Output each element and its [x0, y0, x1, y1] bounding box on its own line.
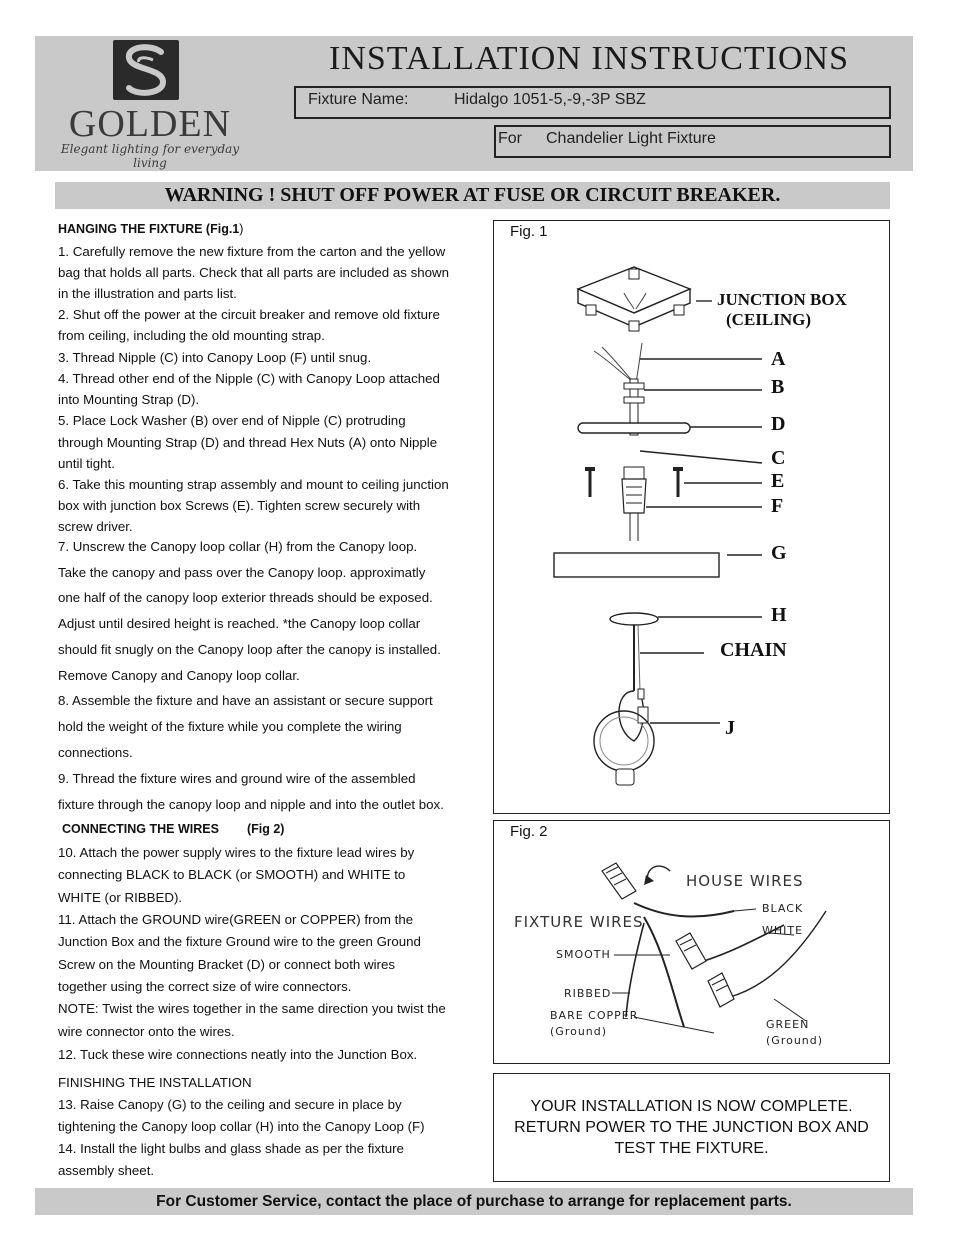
customer-service-footer: For Customer Service, contact the place of purchase to arrange for replacement parts. — [35, 1188, 913, 1215]
instruction-line: 11. Attach the GROUND wire(GREEN or COPPER) from the — [58, 912, 414, 927]
black-wire-label: BLACK — [762, 902, 804, 915]
part-j-label: J — [725, 717, 735, 739]
instruction-line: 13. Raise Canopy (G) to the ceiling and secure in place by — [58, 1097, 402, 1112]
instruction-line: into Mounting Strap (D). — [58, 392, 200, 407]
bare-copper-ground-label: (Ground) — [550, 1025, 608, 1038]
wires-heading: CONNECTING THE WIRES (Fig 2) — [62, 822, 285, 836]
instruction-line: Remove Canopy and Canopy loop collar. — [58, 668, 300, 683]
instruction-line: box with junction box Screws (E). Tighten screw securely with — [58, 498, 421, 513]
instruction-line: WHITE (or RIBBED). — [58, 890, 183, 905]
chain-label: CHAIN — [720, 639, 787, 661]
house-wires-label: HOUSE WIRES — [686, 872, 804, 890]
header-band — [35, 36, 913, 171]
fig2-label: Fig. 2 — [510, 823, 548, 840]
figure-2 — [493, 820, 890, 1064]
part-e-label: E — [771, 470, 785, 492]
instruction-line: 9. Thread the fixture wires and ground wire of the assembled — [58, 771, 416, 786]
instruction-line: 2. Shut off the power at the circuit breaker and remove old fixture — [58, 307, 440, 322]
ribbed-wire-label: RIBBED — [564, 987, 612, 1000]
completion-line-1: YOUR INSTALLATION IS NOW COMPLETE. — [530, 1098, 853, 1115]
instruction-line: fixture through the canopy loop and nipple and into the outlet box. — [58, 797, 444, 812]
hanging-heading: HANGING THE FIXTURE (Fig.1) — [58, 222, 244, 236]
logo-s-mark-icon — [113, 40, 179, 100]
instruction-line: one half of the canopy loop exterior threads should be exposed. — [58, 590, 433, 605]
instruction-line: together using the correct size of wire connectors. — [58, 979, 352, 994]
instruction-line: should fit snugly on the Canopy loop after the canopy is installed. — [58, 642, 441, 657]
instruction-line: connections. — [58, 745, 133, 760]
instruction-line: connecting BLACK to BLACK (or SMOOTH) and WHITE to — [58, 867, 406, 882]
instruction-line: through Mounting Strap (D) and thread Hex Nuts (A) onto Nipple — [58, 435, 438, 450]
instruction-line: 5. Place Lock Washer (B) over end of Nipple (C) protruding — [58, 413, 406, 428]
instruction-line: wire connector onto the wires. — [58, 1024, 235, 1039]
bare-copper-label: BARE COPPER — [550, 1009, 639, 1022]
instruction-line: 3. Thread Nipple (C) into Canopy Loop (F) until snug. — [58, 350, 372, 365]
instruction-line: from ceiling, including the old mounting strap. — [58, 328, 325, 343]
part-g-label: G — [771, 542, 787, 564]
warning-banner: WARNING ! SHUT OFF POWER AT FUSE OR CIRCUIT BREAKER. — [55, 182, 890, 209]
instruction-line: screw driver. — [58, 519, 133, 534]
instruction-line: 1. Carefully remove the new fixture from the carton and the yellow — [58, 244, 446, 259]
instruction-line: until tight. — [58, 456, 115, 471]
part-c-label: C — [771, 447, 786, 469]
figure-1 — [493, 220, 890, 814]
logo-s-mark-shape — [113, 40, 179, 100]
part-f-label: F — [771, 495, 784, 517]
part-d-label: D — [771, 413, 786, 435]
ceiling-label: (CEILING) — [726, 310, 812, 329]
instruction-line: 4. Thread other end of the Nipple (C) with Canopy Loop attached — [58, 371, 440, 386]
instruction-line: assembly sheet. — [58, 1163, 155, 1178]
instruction-line: bag that holds all parts. Check that all parts are included as shown — [58, 265, 450, 280]
logo-tagline: Elegant lighting for everyday living — [60, 142, 240, 170]
fixture-name-box — [294, 86, 891, 119]
fixture-name-value: Hidalgo 1051-5,-9,-3P SBZ — [454, 91, 646, 108]
instruction-line: Screw on the Mounting Bracket (D) or connect both wires — [58, 957, 396, 972]
fixture-wires-label: FIXTURE WIRES — [514, 913, 644, 931]
part-a-label: A — [771, 348, 786, 370]
logo-name: GOLDEN — [68, 103, 232, 145]
completion-line-3: TEST THE FIXTURE. — [614, 1140, 769, 1157]
instruction-line: in the illustration and parts list. — [58, 286, 237, 301]
junction-box-label: JUNCTION BOX — [717, 290, 847, 309]
smooth-wire-label: SMOOTH — [556, 948, 611, 961]
instruction-line: Adjust until desired height is reached. *the Canopy loop collar — [58, 616, 421, 631]
instruction-line: 6. Take this mounting strap assembly and mount to ceiling junction — [58, 477, 449, 492]
golden-logo — [60, 38, 240, 170]
completion-notice — [493, 1073, 890, 1182]
fixture-type-value: Chandelier Light Fixture — [546, 130, 716, 147]
finishing-heading: FINISHING THE INSTALLATION — [58, 1075, 252, 1090]
for-label: For — [498, 130, 522, 147]
fixture-type-box — [494, 125, 891, 158]
instruction-line: 14. Install the light bulbs and glass shade as per the fixture — [58, 1141, 404, 1156]
fig1-drawing — [494, 221, 891, 815]
instruction-line: NOTE: Twist the wires together in the same direction you twist the — [58, 1001, 446, 1016]
green-ground-label: (Ground) — [766, 1034, 824, 1047]
fixture-name-label: Fixture Name: — [308, 91, 409, 108]
completion-line-2: RETURN POWER TO THE JUNCTION BOX AND — [514, 1119, 869, 1136]
fig1-label: Fig. 1 — [510, 223, 548, 240]
instruction-line: Take the canopy and pass over the Canopy loop. approximatly — [58, 565, 426, 580]
white-wire-label: WHITE — [762, 924, 804, 937]
instruction-line: 10. Attach the power supply wires to the fixture lead wires by — [58, 845, 415, 860]
green-wire-label: GREEN — [766, 1018, 810, 1031]
page-title: INSTALLATION INSTRUCTIONS — [329, 40, 849, 77]
instruction-line: Junction Box and the fixture Ground wire to the green Ground — [58, 934, 421, 949]
instruction-line: 12. Tuck these wire connections neatly into the Junction Box. — [58, 1047, 418, 1062]
instruction-line: 7. Unscrew the Canopy loop collar (H) from the Canopy loop. — [58, 539, 418, 554]
part-b-label: B — [771, 376, 785, 398]
part-h-label: H — [771, 604, 787, 626]
instruction-line: tightening the Canopy loop collar (H) into the Canopy Loop (F) — [58, 1119, 425, 1134]
instruction-line: hold the weight of the fixture while you complete the wiring — [58, 719, 402, 734]
instruction-line: 8. Assemble the fixture and have an assistant or secure support — [58, 693, 433, 708]
